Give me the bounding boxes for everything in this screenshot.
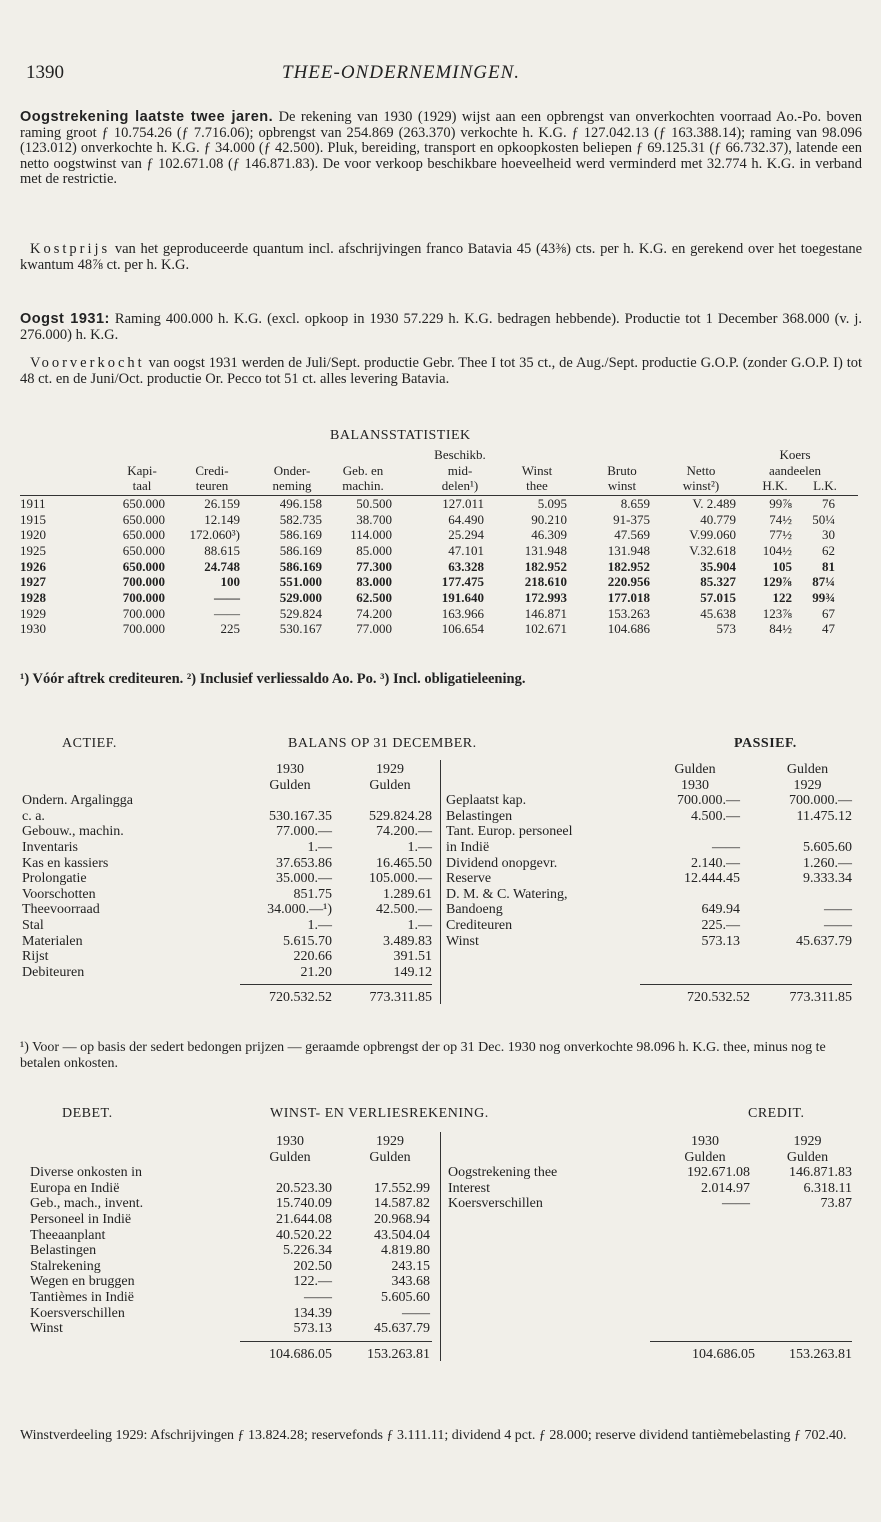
wv-debet-year: 1929 bbox=[376, 1134, 404, 1149]
stat-cell-cred: 26.159 bbox=[204, 495, 240, 511]
wv-debet-1930: 573.13 bbox=[293, 1321, 332, 1337]
stat-cell-bruto: 177.018 bbox=[607, 590, 650, 605]
balans-actief-1929: 105.000.— bbox=[369, 871, 432, 887]
stat-cell-kap: 650.000 bbox=[122, 542, 165, 558]
balans-passief-1929: 9.333.34 bbox=[803, 871, 852, 887]
balans-passief-total-1930: 720.532.52 bbox=[687, 990, 750, 1006]
voorverkocht-label: Voorverkocht bbox=[30, 355, 145, 371]
wv-debet-total-rule bbox=[240, 1341, 432, 1342]
balans-actief-1929: 149.12 bbox=[393, 964, 432, 980]
wv-credit-year: 1929 bbox=[793, 1134, 822, 1149]
balans-actief-1929: 1.— bbox=[407, 918, 432, 933]
voorverkocht-text: van oogst 1931 werden de Juli/Sept. productie Gebr. Thee I tot 35 ct., de Aug./Sept. productie G.O.P. (zonder G.O.P. I) tot 48 ct. en de Juni/Oct. productie Or. Pecco tot 51 ct. alles levering Batavia. bbox=[20, 355, 863, 387]
balans-passief-1930: 4.500.— bbox=[691, 808, 740, 824]
stat-cell-ond: 586.169 bbox=[279, 527, 322, 543]
balans-actief-1929: 74.200.— bbox=[376, 824, 432, 840]
oogstrekening-text: De rekening van 1930 (1929) wijst aan een opbrengst van onverkochten voorraad Ao.-Po. boven raming groot ƒ 10.754.26 (ƒ 7.716.06); opbrengst van 254.869 (263.370) verkochte h. K.G. ƒ 127.042.13 (ƒ 163.388.14); raming van 98.096 (123.012) onverkochte h. K.G. ƒ 34.000 (ƒ 42.500). Pluk, bereiding, transport en opkoopkosten beliepen ƒ 69.125.31 (ƒ 66.732.37), latende een netto oogstwinst van ƒ 102.671.08 (ƒ 146.871.83). De voor verkoop beschikbare hoeveelheid werd verminderd met 32.774 h. K.G. in verband met de restrictie. bbox=[20, 109, 862, 188]
wv-debet-1929: 20.968.94 bbox=[374, 1212, 430, 1227]
balans-passief-1929: 1.260.— bbox=[803, 855, 852, 871]
balans-actief-1930: 1.— bbox=[307, 918, 332, 933]
stat-cell-hk: 74½ bbox=[769, 511, 792, 527]
balans-passief-label: in Indië bbox=[446, 840, 490, 855]
stat-cell-lk: 47 bbox=[822, 621, 835, 637]
balans-actief-1929: 3.489.83 bbox=[383, 933, 432, 949]
wv-debet-1930: 122.— bbox=[293, 1274, 332, 1290]
balans-passief-label: Bandoeng bbox=[446, 902, 503, 918]
stat-cell-netto: 40.779 bbox=[700, 511, 736, 527]
debet-label: DEBET. bbox=[62, 1106, 113, 1121]
stat-cell-netto: 35.904 bbox=[700, 558, 736, 574]
stat-cell-besch: 127.011 bbox=[442, 495, 484, 511]
stat-cell-geb: 38.700 bbox=[356, 511, 392, 527]
stat-header-onderneming: neming bbox=[272, 478, 312, 494]
stat-cell-ond: 582.735 bbox=[279, 511, 322, 527]
balans-passief-1929: 45.637.79 bbox=[796, 933, 852, 949]
balans-actief-1930: 37.653.86 bbox=[276, 855, 332, 871]
wv-debet-1929: —— bbox=[402, 1305, 430, 1321]
kostprijs-label: Kostprijs bbox=[30, 241, 111, 257]
stat-year: 1929 bbox=[20, 605, 46, 621]
stat-cell-besch: 25.294 bbox=[448, 527, 484, 543]
stat-year: 1911 bbox=[20, 495, 46, 511]
paragraph-kostprijs bbox=[20, 242, 862, 273]
wv-debet-label: Diverse onkosten in bbox=[30, 1165, 142, 1181]
stat-header-bruto: Bruto bbox=[607, 462, 637, 478]
winstverdeeling: Winstverdeeling 1929: Afschrijvingen ƒ 13.824.28; reservefonds ƒ 3.111.11; dividend 4 pct. ƒ 28.000; reserve dividend tantièmebelasting ƒ 702.40. bbox=[20, 1428, 847, 1443]
stat-cell-lk: 67 bbox=[822, 605, 835, 621]
balans-passief-1929: 11.475.12 bbox=[796, 808, 852, 824]
stat-cell-bruto: 91-375 bbox=[613, 511, 650, 527]
balans-title: BALANS OP 31 DECEMBER. bbox=[288, 736, 477, 751]
actief-label: ACTIEF. bbox=[62, 736, 117, 751]
page-title: THEE-ONDERNEMINGEN. bbox=[282, 62, 521, 83]
stat-cell-kap: 700.000 bbox=[122, 590, 165, 605]
stat-cell-besch: 47.101 bbox=[448, 542, 484, 558]
stat-cell-ond: 586.169 bbox=[279, 542, 322, 558]
stat-cell-hk: 84½ bbox=[769, 621, 792, 637]
stat-header-beschikbaar: delen¹) bbox=[441, 478, 479, 494]
wv-debet-1930: 21.644.08 bbox=[276, 1212, 332, 1227]
wv-debet-label: Belastingen bbox=[30, 1243, 97, 1259]
oogst1931-label: Oogst 1931: bbox=[20, 311, 110, 327]
balans-actief-1929: 391.51 bbox=[393, 949, 432, 965]
wv-debet-label: Koersverschillen bbox=[30, 1305, 125, 1321]
stat-cell-geb: 77.000 bbox=[356, 621, 392, 637]
oogstrekening-label: Oogstrekening laatste twee jaren. bbox=[20, 109, 274, 125]
balans-actief-label: c. a. bbox=[22, 808, 45, 824]
stat-cell-cred: —— bbox=[214, 590, 240, 605]
stat-cell-hk: 99⅞ bbox=[769, 495, 792, 511]
wv-debet-1930: 20.523.30 bbox=[276, 1180, 332, 1196]
stat-header-bruto: winst bbox=[607, 478, 637, 494]
wv-debet-1930: 134.39 bbox=[293, 1305, 332, 1321]
stat-header-gebouwen: machin. bbox=[342, 478, 384, 494]
balans-passief-year: 1929 bbox=[793, 777, 822, 793]
credit-label: CREDIT. bbox=[748, 1106, 805, 1121]
balans-passief-1930: 700.000.— bbox=[677, 793, 740, 809]
stat-cell-netto: 85.327 bbox=[700, 574, 736, 590]
stat-cell-ond: 530.167 bbox=[279, 621, 322, 637]
paragraph-oogstrekening bbox=[20, 110, 862, 188]
balans-passief-1929: 5.605.60 bbox=[803, 840, 852, 855]
wv-debet-label: Personeel in Indië bbox=[30, 1212, 132, 1227]
wv-debet-label: Geb., mach., invent. bbox=[30, 1196, 144, 1212]
stat-cell-bruto: 47.569 bbox=[614, 527, 650, 543]
wv-debet-1929: 243.15 bbox=[391, 1258, 430, 1274]
wv-credit-1929: 6.318.11 bbox=[803, 1180, 852, 1196]
stat-cell-hk: 77½ bbox=[769, 527, 792, 543]
stat-cell-besch: 191.640 bbox=[441, 590, 484, 605]
stat-cell-winst: 172.993 bbox=[524, 590, 567, 605]
balans-actief-label: Inventaris bbox=[22, 840, 78, 855]
stat-cell-besch: 63.328 bbox=[448, 558, 484, 574]
balans-actief-label: Debiteuren bbox=[22, 964, 85, 980]
stat-cell-besch: 177.475 bbox=[441, 574, 484, 590]
wv-credit-total-rule bbox=[650, 1341, 852, 1342]
balans-actief-1930: 851.75 bbox=[293, 886, 332, 902]
wv-credit-1930: —— bbox=[722, 1196, 750, 1212]
stat-cell-netto: V. 2.489 bbox=[692, 495, 736, 511]
stat-cell-kap: 700.000 bbox=[122, 574, 165, 590]
balans-passief-unit: Gulden bbox=[674, 762, 716, 777]
balans-passief-total-1929: 773.311.85 bbox=[789, 990, 852, 1006]
balans-passief-label: Dividend onopgevr. bbox=[446, 855, 558, 871]
balans-actief-1930: 530.167.35 bbox=[269, 808, 332, 824]
wv-debet-1930: 15.740.09 bbox=[276, 1196, 332, 1212]
page-number: 1390 bbox=[26, 62, 64, 83]
balans-passief-1930: 2.140.— bbox=[691, 855, 740, 871]
stat-header-crediteuren: teuren bbox=[195, 478, 229, 494]
wv-debet-label: Stalrekening bbox=[30, 1258, 101, 1274]
balans-divider bbox=[440, 760, 441, 1004]
stat-cell-besch: 64.490 bbox=[448, 511, 484, 527]
stat-cell-netto: 573 bbox=[716, 621, 736, 637]
stat-header-onderneming: Onder- bbox=[273, 462, 311, 478]
wv-debet-label: Tantièmes in Indië bbox=[30, 1290, 134, 1305]
wv-debet-1930: 202.50 bbox=[293, 1258, 332, 1274]
balans-passief-1930: 12.444.45 bbox=[684, 871, 740, 887]
wv-credit-label: Koersverschillen bbox=[448, 1196, 543, 1212]
stat-header-netto: Netto bbox=[686, 462, 716, 478]
stat-cell-winst: 146.871 bbox=[524, 605, 567, 621]
wv-credit-total-1929: 153.263.81 bbox=[789, 1346, 852, 1362]
wv-credit-1929: 73.87 bbox=[820, 1196, 852, 1212]
stat-cell-winst: 102.671 bbox=[524, 621, 567, 637]
wv-debet-label: Theeaanplant bbox=[30, 1227, 106, 1243]
stat-cell-cred: 12.149 bbox=[204, 511, 240, 527]
stat-header-winst: Winst bbox=[521, 462, 553, 478]
balans-actief-label: Theevoorraad bbox=[22, 902, 100, 918]
stat-cell-ond: 529.000 bbox=[279, 590, 322, 605]
wv-debet-1929: 5.605.60 bbox=[381, 1290, 430, 1305]
stat-cell-geb: 85.000 bbox=[356, 542, 392, 558]
stat-cell-lk: 76 bbox=[822, 495, 835, 511]
balans-actief-total-rule bbox=[240, 984, 432, 985]
stat-cell-lk: 50¼ bbox=[812, 511, 835, 527]
stat-cell-kap: 700.000 bbox=[122, 605, 165, 621]
stat-cell-geb: 62.500 bbox=[356, 590, 392, 605]
balans-passief-1929: —— bbox=[824, 918, 852, 933]
stat-cell-ond: 551.000 bbox=[279, 574, 322, 590]
stat-year: 1915 bbox=[20, 511, 46, 527]
balans-actief-1929: 16.465.50 bbox=[376, 855, 432, 871]
balans-actief-unit: Gulden bbox=[369, 777, 411, 793]
wv-debet-1929: 4.819.80 bbox=[381, 1243, 430, 1259]
balansstatistiek-footnotes: ¹) Vóór aftrek crediteuren. ²) Inclusief verliessaldo Ao. Po. ³) Incl. obligatieleening. bbox=[20, 671, 526, 687]
balans-footnote: ¹) Voor — op basis der sedert bedongen prijzen — geraamde opbrengst der op 31 Dec. 1930 nog onverkochte 98.096 h. K.G. thee, minus nog te betalen onkosten. bbox=[20, 1040, 826, 1071]
stat-cell-bruto: 153.263 bbox=[607, 605, 650, 621]
balans-actief-total-1929: 773.311.85 bbox=[369, 990, 432, 1006]
stat-cell-cred: 24.748 bbox=[204, 558, 240, 574]
wv-debet-1929: 343.68 bbox=[391, 1274, 430, 1290]
stat-cell-bruto: 220.956 bbox=[607, 574, 650, 590]
wv-debet-1929: 14.587.82 bbox=[374, 1196, 430, 1212]
wv-debet-1930: —— bbox=[304, 1290, 332, 1305]
stat-cell-bruto: 131.948 bbox=[607, 542, 650, 558]
balans-actief-label: Rijst bbox=[22, 949, 49, 965]
stat-header-koers: Koers bbox=[779, 447, 811, 462]
wv-debet-unit: Gulden bbox=[269, 1149, 311, 1165]
stat-cell-besch: 106.654 bbox=[441, 621, 484, 637]
balans-passief-label: D. M. & C. Watering, bbox=[446, 886, 568, 902]
balans-passief-1930: 225.— bbox=[701, 918, 740, 933]
stat-cell-kap: 650.000 bbox=[122, 511, 165, 527]
balans-actief-label: Kas en kassiers bbox=[22, 855, 109, 871]
stat-cell-netto: V.32.618 bbox=[689, 542, 736, 558]
balans-passief-label: Geplaatst kap. bbox=[446, 793, 527, 809]
wv-credit-label: Interest bbox=[448, 1180, 490, 1196]
wv-credit-unit: Gulden bbox=[684, 1149, 726, 1165]
stat-cell-hk: 122 bbox=[772, 590, 792, 605]
stat-cell-hk: 123⅞ bbox=[762, 605, 792, 621]
stat-cell-geb: 83.000 bbox=[356, 574, 392, 590]
stat-cell-winst: 5.095 bbox=[537, 495, 567, 511]
stat-cell-cred: 88.615 bbox=[204, 542, 240, 558]
wv-debet-label: Winst bbox=[30, 1321, 63, 1337]
stat-cell-cred: 172.060³) bbox=[189, 527, 240, 543]
wv-debet-year: 1930 bbox=[276, 1134, 304, 1149]
stat-cell-winst: 131.948 bbox=[524, 542, 567, 558]
wv-credit-1930: 192.671.08 bbox=[687, 1165, 750, 1181]
stat-header-winst: thee bbox=[526, 478, 548, 494]
stat-year: 1927 bbox=[20, 574, 46, 590]
balans-actief-unit: Gulden bbox=[269, 777, 311, 793]
stat-cell-lk: 99¾ bbox=[812, 590, 835, 605]
stat-year: 1928 bbox=[20, 590, 46, 605]
balans-passief-label: Belastingen bbox=[446, 808, 513, 824]
balans-actief-year: 1929 bbox=[376, 762, 404, 777]
stat-year: 1930 bbox=[20, 621, 46, 637]
kostprijs-text: van het geproduceerde quantum incl. afschrijvingen franco Batavia 45 (43⅜) cts. per h. K.G. en gerekend over het toegestane kwantum 48⅞ ct. per h. K.G. bbox=[20, 241, 863, 273]
stat-header-rule bbox=[20, 495, 858, 496]
stat-cell-lk: 30 bbox=[822, 527, 835, 543]
stat-header-beschikbaar: Beschikb. bbox=[434, 447, 486, 462]
wv-divider bbox=[440, 1132, 441, 1361]
stat-cell-winst: 90.210 bbox=[531, 511, 567, 527]
balans-passief-label: Reserve bbox=[446, 871, 492, 887]
stat-year: 1926 bbox=[20, 558, 46, 574]
balans-actief-1930: 220.66 bbox=[293, 949, 332, 965]
wv-debet-unit: Gulden bbox=[369, 1149, 411, 1165]
balans-actief-label: Materialen bbox=[22, 933, 83, 949]
balans-passief-year: 1930 bbox=[681, 777, 709, 793]
stat-cell-lk: 62 bbox=[822, 542, 835, 558]
stat-cell-winst: 46.309 bbox=[531, 527, 567, 543]
balans-actief-label: Stal bbox=[22, 918, 44, 933]
balans-actief-1929: 1.— bbox=[407, 840, 432, 855]
stat-cell-besch: 163.966 bbox=[441, 605, 484, 621]
stat-cell-kap: 700.000 bbox=[122, 621, 165, 637]
balans-passief-total-rule bbox=[640, 984, 852, 985]
wv-credit-year: 1930 bbox=[691, 1134, 719, 1149]
stat-year: 1920 bbox=[20, 527, 46, 543]
stat-cell-bruto: 182.952 bbox=[607, 558, 650, 574]
stat-cell-netto: V.99.060 bbox=[689, 527, 736, 543]
balans-actief-1929: 42.500.— bbox=[376, 902, 432, 918]
stat-cell-lk: 81 bbox=[822, 558, 835, 574]
wv-debet-label: Europa en Indië bbox=[30, 1180, 120, 1196]
stat-cell-netto: 45.638 bbox=[700, 605, 736, 621]
wv-credit-total-1930: 104.686.05 bbox=[692, 1346, 755, 1362]
stat-cell-geb: 74.200 bbox=[356, 605, 392, 621]
balans-actief-year: 1930 bbox=[276, 762, 304, 777]
stat-cell-hk: 129⅞ bbox=[762, 574, 792, 590]
balans-actief-1929: 529.824.28 bbox=[369, 808, 432, 824]
wv-debet-total-1930: 104.686.05 bbox=[269, 1346, 332, 1362]
stat-cell-cred: 100 bbox=[220, 574, 240, 590]
stat-cell-winst: 218.610 bbox=[524, 574, 567, 590]
stat-cell-ond: 529.824 bbox=[279, 605, 322, 621]
stat-cell-hk: 105 bbox=[772, 558, 792, 574]
stat-cell-geb: 77.300 bbox=[356, 558, 392, 574]
balans-passief-label: Crediteuren bbox=[446, 918, 513, 933]
stat-year: 1925 bbox=[20, 542, 46, 558]
wv-title: WINST- EN VERLIESREKENING. bbox=[270, 1106, 489, 1121]
balans-actief-total-1930: 720.532.52 bbox=[269, 990, 332, 1006]
stat-cell-lk: 87¼ bbox=[812, 574, 835, 590]
stat-cell-netto: 57.015 bbox=[700, 590, 736, 605]
stat-cell-ond: 586.169 bbox=[279, 558, 322, 574]
stat-cell-geb: 50.500 bbox=[356, 495, 392, 511]
stat-cell-kap: 650.000 bbox=[122, 558, 165, 574]
balans-actief-1930: 34.000.—¹) bbox=[267, 902, 332, 918]
wv-debet-1930: 40.520.22 bbox=[276, 1227, 332, 1243]
balans-actief-label: Prolongatie bbox=[22, 871, 87, 887]
wv-debet-label: Wegen en bruggen bbox=[30, 1274, 135, 1290]
wv-debet-total-1929: 153.263.81 bbox=[367, 1346, 430, 1362]
balans-actief-1929: 1.289.61 bbox=[383, 886, 432, 902]
balans-actief-label: Ondern. Argalingga bbox=[22, 793, 133, 809]
wv-debet-1929: 17.552.99 bbox=[374, 1180, 430, 1196]
stat-cell-kap: 650.000 bbox=[122, 527, 165, 543]
stat-cell-cred: 225 bbox=[220, 621, 240, 637]
balans-actief-1930: 77.000.— bbox=[276, 824, 332, 840]
balans-passief-1930: 573.13 bbox=[701, 933, 740, 949]
stat-header-beschikbaar: mid- bbox=[447, 462, 473, 478]
wv-debet-1929: 45.637.79 bbox=[374, 1321, 430, 1337]
balans-actief-1930: 1.— bbox=[307, 840, 332, 855]
wv-credit-label: Oogstrekening thee bbox=[448, 1165, 558, 1181]
paragraph-oogst-1931 bbox=[20, 312, 862, 343]
stat-cell-ond: 496.158 bbox=[279, 495, 322, 511]
balans-passief-1929: —— bbox=[824, 902, 852, 918]
stat-header-netto: winst²) bbox=[682, 478, 720, 494]
stat-header-hk: H.K. bbox=[762, 478, 788, 494]
oogst1931-text: Raming 400.000 h. K.G. (excl. opkoop in 1930 57.229 h. K.G. bedragen hebbende). Productie tot 1 December 368.000 (v. j. 276.000) h. K.G. bbox=[20, 311, 862, 343]
balans-passief-unit: Gulden bbox=[786, 762, 829, 777]
balans-actief-label: Voorschotten bbox=[22, 886, 96, 902]
balans-actief-1930: 21.20 bbox=[300, 964, 332, 980]
stat-header-lk: L.K. bbox=[813, 478, 837, 494]
balans-passief-label: Winst bbox=[446, 933, 479, 949]
balans-actief-label: Gebouw., machin. bbox=[22, 824, 124, 840]
wv-credit-1930: 2.014.97 bbox=[701, 1180, 750, 1196]
balans-passief-1930: —— bbox=[712, 840, 740, 855]
balans-actief-1930: 35.000.— bbox=[276, 871, 332, 887]
stat-cell-winst: 182.952 bbox=[524, 558, 567, 574]
stat-cell-bruto: 8.659 bbox=[620, 495, 650, 511]
stat-header-kapitaal: taal bbox=[132, 478, 152, 494]
passief-label: PASSIEF. bbox=[734, 736, 797, 751]
balans-actief-1930: 5.615.70 bbox=[283, 933, 332, 949]
stat-header-gebouwen: Geb. en bbox=[342, 462, 384, 478]
stat-header-kapitaal: Kapi- bbox=[127, 462, 157, 478]
balansstatistiek-title: BALANSSTATISTIEK bbox=[330, 428, 471, 443]
stat-cell-geb: 114.000 bbox=[350, 527, 392, 543]
balans-passief-label: Tant. Europ. personeel bbox=[446, 824, 573, 840]
stat-cell-bruto: 104.686 bbox=[607, 621, 650, 637]
stat-cell-kap: 650.000 bbox=[122, 495, 165, 511]
balans-passief-1930: 649.94 bbox=[701, 902, 740, 918]
stat-header-koers: aandeelen bbox=[769, 462, 821, 478]
wv-debet-1929: 43.504.04 bbox=[374, 1227, 430, 1243]
stat-cell-hk: 104½ bbox=[762, 542, 792, 558]
balans-passief-1929: 700.000.— bbox=[789, 793, 852, 809]
stat-cell-cred: —— bbox=[214, 605, 240, 621]
stat-header-crediteuren: Credi- bbox=[195, 462, 229, 478]
paragraph-voorverkocht bbox=[20, 356, 862, 387]
wv-debet-1930: 5.226.34 bbox=[283, 1243, 332, 1259]
wv-credit-1929: 146.871.83 bbox=[789, 1165, 852, 1181]
wv-credit-unit: Gulden bbox=[786, 1149, 829, 1165]
